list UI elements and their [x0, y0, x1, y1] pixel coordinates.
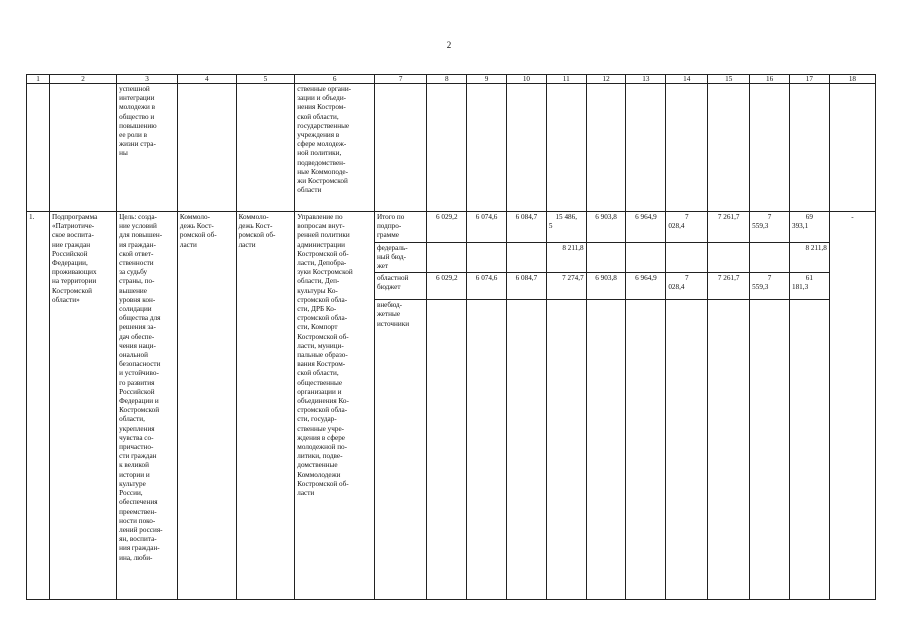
- text-line: области: [297, 186, 322, 195]
- text-line: к великой: [119, 461, 149, 470]
- text-line: объединения Ко-: [297, 397, 349, 406]
- text-line: жи Костромской: [297, 177, 348, 186]
- column-header-8: 8: [427, 75, 467, 84]
- amount-v10: [507, 300, 547, 600]
- text-line: стромской обла-: [297, 406, 348, 415]
- amount-v16: [750, 212, 790, 243]
- text-line: ской области,: [297, 112, 339, 121]
- text-line: молодежной по-: [297, 443, 348, 452]
- text-line: и устойчиво-: [119, 369, 159, 378]
- amount-v16: [750, 300, 790, 600]
- text-line: грамме: [376, 231, 399, 240]
- text-line: дач обеспе-: [119, 332, 155, 341]
- text-line: зации и объеди-: [297, 94, 347, 103]
- text-line: сти, государ-: [297, 415, 337, 424]
- text-line: ственные учре-: [297, 424, 345, 433]
- text-line: стромской обла-: [297, 314, 348, 323]
- column-header-7: 7: [374, 75, 426, 84]
- participants: [295, 212, 375, 600]
- text-line: жет: [376, 262, 389, 271]
- amount-v17: [789, 242, 829, 273]
- column-header-3: 3: [117, 75, 178, 84]
- column-header-13: 13: [626, 75, 666, 84]
- amount-line: 15 486,: [555, 213, 578, 221]
- text-line: бюджет: [376, 283, 401, 292]
- text-line: причастно-: [119, 443, 154, 452]
- source-row: [27, 212, 876, 243]
- column-header-16: 16: [750, 75, 790, 84]
- text-line: ина, люби-: [119, 553, 153, 562]
- text-line: укрепления: [119, 424, 155, 433]
- cell: [586, 84, 626, 212]
- amount-line: 559,3: [752, 222, 769, 231]
- text-line: Подпрограмма: [52, 213, 98, 221]
- text-line: Российской: [52, 249, 88, 258]
- amount-v13: [626, 242, 666, 273]
- text-line: истории и: [119, 470, 150, 479]
- text-line: области»: [52, 295, 80, 304]
- amount-v17: [789, 212, 829, 243]
- text-line: для повышен-: [119, 231, 163, 240]
- text-line: ее роли в: [119, 131, 148, 140]
- amount-v14: [666, 300, 708, 600]
- column-header-2: 2: [50, 75, 117, 84]
- text-line: ональной: [119, 351, 148, 360]
- funding-source-label: [374, 242, 426, 273]
- text-line: ный бюд-: [376, 252, 406, 261]
- column-header-18: 18: [829, 75, 875, 84]
- text-line: ромской об-: [179, 231, 217, 240]
- text-line: общества для: [119, 314, 161, 323]
- cell: [427, 84, 467, 212]
- text-line: нения Костром-: [297, 103, 346, 112]
- subprogram-name: [50, 212, 117, 600]
- amount-v15: [708, 242, 750, 273]
- amount-line: 7: [767, 213, 772, 221]
- text-line: общество и: [119, 112, 155, 121]
- cell: [467, 84, 507, 212]
- text-line: Коммоло-: [179, 213, 210, 221]
- amount-v11: [546, 300, 586, 600]
- subprogram-goal: [117, 212, 178, 600]
- text-line: успешной: [119, 85, 150, 93]
- amount-v13: 6 964,9: [626, 212, 666, 243]
- amount-line: 8 211,8: [805, 243, 827, 252]
- amount-v14: [666, 273, 708, 300]
- text-line: подведомствен-: [297, 158, 346, 167]
- text-line: Федерации,: [52, 259, 88, 268]
- amount-v8: [427, 242, 467, 273]
- amount-v12: 6 903,8: [586, 273, 626, 300]
- amount-line: 7: [684, 213, 689, 221]
- amount-line: 181,3: [791, 283, 809, 292]
- amount-line: 5: [548, 222, 553, 231]
- text-line: ственные органи-: [297, 85, 352, 93]
- text-line: дежь Кост-: [238, 222, 273, 231]
- text-line: «Патриотиче-: [52, 222, 95, 231]
- amount-v13: [626, 300, 666, 600]
- result-indicator: -: [829, 212, 875, 600]
- text-line: ние граждан: [52, 240, 91, 249]
- text-line: ренней политики: [297, 231, 350, 240]
- cell: [236, 84, 295, 212]
- text-line: ждения в сфере: [297, 433, 345, 442]
- cell: [708, 84, 750, 212]
- text-line: обеспечения: [119, 498, 158, 507]
- amount-line: 7: [767, 274, 772, 283]
- amount-v11: [546, 212, 586, 243]
- text-line: Костромской: [119, 406, 160, 415]
- column-header-6: 6: [295, 75, 375, 84]
- column-header-5: 5: [236, 75, 295, 84]
- text-line: общественные: [297, 378, 343, 387]
- text-line: сфере молодеж-: [297, 140, 347, 149]
- amount-v15: [708, 300, 750, 600]
- text-line: внебюд-: [376, 301, 403, 310]
- text-line: зуки Костромской: [297, 268, 353, 277]
- column-header-9: 9: [467, 75, 507, 84]
- cell: [374, 84, 426, 212]
- amount-v12: [586, 242, 626, 273]
- amount-v10: 6 084,7: [507, 212, 547, 243]
- text-line: ия граждан-: [119, 240, 156, 249]
- amount-line: 8 211,8: [562, 243, 584, 252]
- text-line: страны, по-: [119, 277, 155, 286]
- text-line: сти, ДРБ Ко-: [297, 305, 337, 314]
- text-line: преемствен-: [119, 507, 157, 516]
- amount-line: 028,4: [668, 222, 685, 231]
- cont-col6: [295, 84, 375, 212]
- text-line: ны: [119, 149, 128, 158]
- text-line: области, Деп-: [297, 277, 340, 286]
- text-line: ласти: [179, 240, 197, 249]
- amount-v11: [546, 273, 586, 300]
- column-header-14: 14: [666, 75, 708, 84]
- cell: [666, 84, 708, 212]
- amount-v10: 6 084,7: [507, 273, 547, 300]
- text-line: областной: [376, 274, 409, 283]
- text-line: Коммоло-: [238, 213, 269, 221]
- column-header-4: 4: [177, 75, 236, 84]
- column-number-row: [27, 75, 876, 84]
- text-line: Костромской об-: [297, 332, 349, 341]
- text-line: чения наци-: [119, 341, 156, 350]
- text-line: государственные: [297, 121, 350, 130]
- text-line: Российской: [119, 387, 155, 396]
- text-line: уровня кон-: [119, 295, 156, 304]
- text-line: проживающих: [52, 268, 97, 277]
- text-line: ской ответ-: [119, 249, 154, 258]
- amount-v15: 7 261,7: [708, 212, 750, 243]
- text-line: домственные: [297, 461, 338, 470]
- amount-v12: [586, 300, 626, 600]
- text-line: за судьбу: [119, 268, 148, 277]
- text-line: лений россия-: [119, 525, 163, 534]
- amount-line: 7 274,7: [562, 274, 584, 283]
- text-line: решения за-: [119, 323, 156, 332]
- text-line: ромской об-: [238, 231, 276, 240]
- amount-v8: 6 029,2: [427, 212, 467, 243]
- text-line: ласти: [297, 489, 315, 498]
- text-line: Управление по: [297, 213, 343, 221]
- text-line: ные Коммоподе-: [297, 167, 348, 176]
- amount-v10: [507, 242, 547, 273]
- cell: [177, 84, 236, 212]
- amount-v17: [789, 273, 829, 300]
- text-line: России,: [119, 489, 143, 498]
- text-line: учреждения в: [297, 131, 340, 140]
- text-line: вопросам внут-: [297, 222, 345, 231]
- text-line: жизни стра-: [119, 140, 156, 149]
- cell: [750, 84, 790, 212]
- text-line: организации и: [297, 387, 342, 396]
- amount-v8: 6 029,2: [427, 273, 467, 300]
- cell: [789, 84, 829, 212]
- text-line: Костромской: [52, 286, 93, 295]
- amount-v14: [666, 242, 708, 273]
- amount-line: 7: [684, 274, 689, 283]
- text-line: вышение: [119, 286, 147, 295]
- text-line: безопасности: [119, 360, 161, 369]
- column-header-15: 15: [708, 75, 750, 84]
- cell: [27, 84, 50, 212]
- text-line: ласти: [238, 240, 256, 249]
- amount-v9: [467, 300, 507, 600]
- text-line: литики, подве-: [297, 452, 343, 461]
- text-line: области,: [119, 415, 145, 424]
- amount-v13: 6 964,9: [626, 273, 666, 300]
- amount-v12: 6 903,8: [586, 212, 626, 243]
- funding-source-label: [374, 212, 426, 243]
- column-header-11: 11: [546, 75, 586, 84]
- amount-line: 69: [805, 213, 813, 221]
- amount-v11: [546, 242, 586, 273]
- text-line: культуры Ко-: [297, 286, 338, 295]
- text-line: вания Костром-: [297, 360, 346, 369]
- amount-v9: [467, 242, 507, 273]
- budget-table: [26, 74, 876, 600]
- cell: [626, 84, 666, 212]
- amount-v16: [750, 242, 790, 273]
- text-line: ния граждан-: [119, 544, 160, 553]
- amount-line: 028,4: [668, 283, 685, 292]
- amount-v8: [427, 300, 467, 600]
- row-number: 1.: [27, 212, 50, 600]
- text-line: сти, Компорт: [297, 323, 338, 332]
- text-line: Коммолодежи: [297, 470, 341, 479]
- column-header-10: 10: [507, 75, 547, 84]
- text-line: солидации: [119, 305, 152, 314]
- cell: [507, 84, 547, 212]
- text-line: ности поко-: [119, 516, 156, 525]
- cell: [546, 84, 586, 212]
- amount-v15: 7 261,7: [708, 273, 750, 300]
- amount-line: 393,1: [791, 222, 809, 231]
- text-line: Костромской об-: [297, 479, 349, 488]
- text-line: подпро-: [376, 222, 402, 231]
- amount-v9: 6 074,6: [467, 212, 507, 243]
- cell: [50, 84, 117, 212]
- column-header-1: 1: [27, 75, 50, 84]
- page-number: 2: [446, 40, 452, 50]
- text-line: федераль-: [376, 243, 408, 252]
- text-line: Федерации и: [119, 397, 159, 406]
- text-line: Цель: созда-: [119, 213, 157, 221]
- text-line: ние условий: [119, 222, 157, 231]
- column-header-12: 12: [586, 75, 626, 84]
- text-line: го развития: [119, 378, 155, 387]
- cont-col3: [117, 84, 178, 212]
- amount-line: 559,3: [752, 283, 769, 292]
- text-line: ной политики,: [297, 149, 342, 158]
- text-line: сти граждан: [119, 452, 157, 461]
- text-line: источники: [376, 319, 410, 328]
- amount-v17: [789, 300, 829, 600]
- text-line: Итого по: [376, 213, 405, 221]
- text-line: пальные образо-: [297, 351, 348, 360]
- amount-line: 61: [805, 274, 813, 283]
- text-line: интеграции: [119, 94, 155, 103]
- text-line: культуре: [119, 479, 146, 488]
- text-line: ское воспита-: [52, 231, 94, 240]
- funding-source-label: [374, 300, 426, 600]
- text-line: стромской обла-: [297, 295, 348, 304]
- cell: [829, 84, 875, 212]
- coordinator: [236, 212, 295, 600]
- text-line: чувства со-: [119, 433, 154, 442]
- text-line: администрации: [297, 240, 345, 249]
- text-line: молодежи в: [119, 103, 155, 112]
- text-line: дежь Кост-: [179, 222, 214, 231]
- text-line: жетные: [376, 310, 401, 319]
- column-header-17: 17: [789, 75, 829, 84]
- text-line: Костромской об-: [297, 249, 349, 258]
- text-line: ян, воспита-: [119, 535, 157, 544]
- funding-source-label: [374, 273, 426, 300]
- text-line: ласти, Депобра-: [297, 259, 347, 268]
- text-line: на территории: [52, 277, 97, 286]
- responsible-executor: [177, 212, 236, 600]
- text-line: ласти, муници-: [297, 341, 344, 350]
- text-line: ской области,: [297, 369, 339, 378]
- amount-v14: [666, 212, 708, 243]
- amount-v16: [750, 273, 790, 300]
- amount-v9: 6 074,6: [467, 273, 507, 300]
- text-line: повышению: [119, 121, 157, 130]
- text-line: ственности: [119, 259, 154, 268]
- continuation-row: [27, 84, 876, 212]
